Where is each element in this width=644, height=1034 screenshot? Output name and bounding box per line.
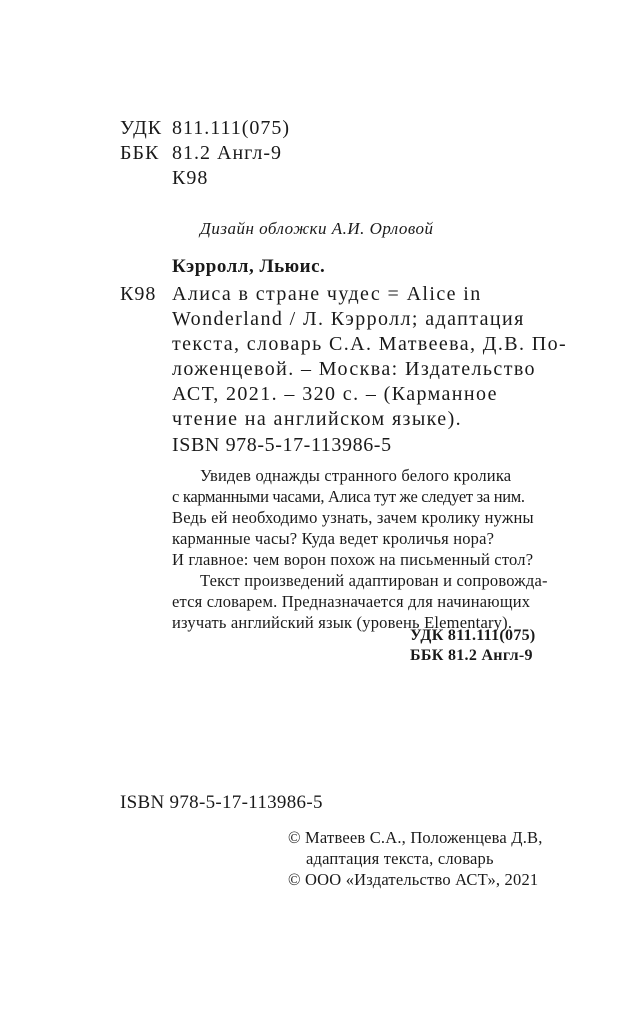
entry-author-mark: К98 (120, 283, 157, 305)
copyright-line: © Матвеев С.А., Положенцева Д.В, (288, 828, 543, 847)
entry-line: текста, словарь С.А. Матвеева, Д.В. По- (172, 333, 568, 355)
annotation-line: карманные часы? Куда ведет кроличья нора? (172, 529, 495, 548)
bottom-udk: УДК 811.111(075) (410, 627, 536, 644)
annotation-line: Увидев однажды странного белого кролика (200, 466, 512, 485)
author-heading: Кэрролл, Льюис. (172, 256, 326, 277)
annotation-line: изучать английский язык (уровень Elementary). (172, 613, 513, 632)
entry-line: Алиса в стране чудес = Alice in (172, 283, 482, 305)
entry-line: чтение на английском языке). (172, 408, 463, 430)
annotation-line: с карманными часами, Алиса тут же следует за ним. (172, 487, 525, 506)
cover-design-credit: Дизайн обложки А.И. Орловой (200, 219, 434, 238)
entry-line: ложенцевой. – Москва: Издательство (172, 358, 536, 380)
entry-line: Wonderland / Л. Кэрролл; адаптация (172, 308, 525, 330)
bottom-bbk: ББК 81.2 Англ-9 (410, 647, 533, 664)
annotation-line: Ведь ей необходимо узнать, зачем кролику нужны (172, 508, 534, 527)
author-mark: К98 (172, 167, 209, 189)
entry-isbn: ISBN 978-5-17-113986-5 (172, 434, 392, 456)
entry-line: АСТ, 2021. – 320 с. – (Карманное (172, 383, 498, 405)
isbn-footer: ISBN 978-5-17-113986-5 (120, 792, 323, 813)
bbk-label: ББК (120, 142, 160, 164)
annotation-line: И главное: чем ворон похож на письменный стол? (172, 550, 534, 569)
udk-value: 811.111(075) (172, 117, 291, 139)
copyright-line: адаптация текста, словарь (306, 849, 494, 868)
copyright-line: © ООО «Издательство АСТ», 2021 (288, 870, 539, 889)
bbk-value: 81.2 Англ-9 (172, 142, 282, 164)
annotation-line: Текст произведений адаптирован и сопровожда- (200, 571, 548, 590)
annotation-line: ется словарем. Предназначается для начинающих (172, 592, 531, 611)
udk-label: УДК (120, 117, 163, 139)
